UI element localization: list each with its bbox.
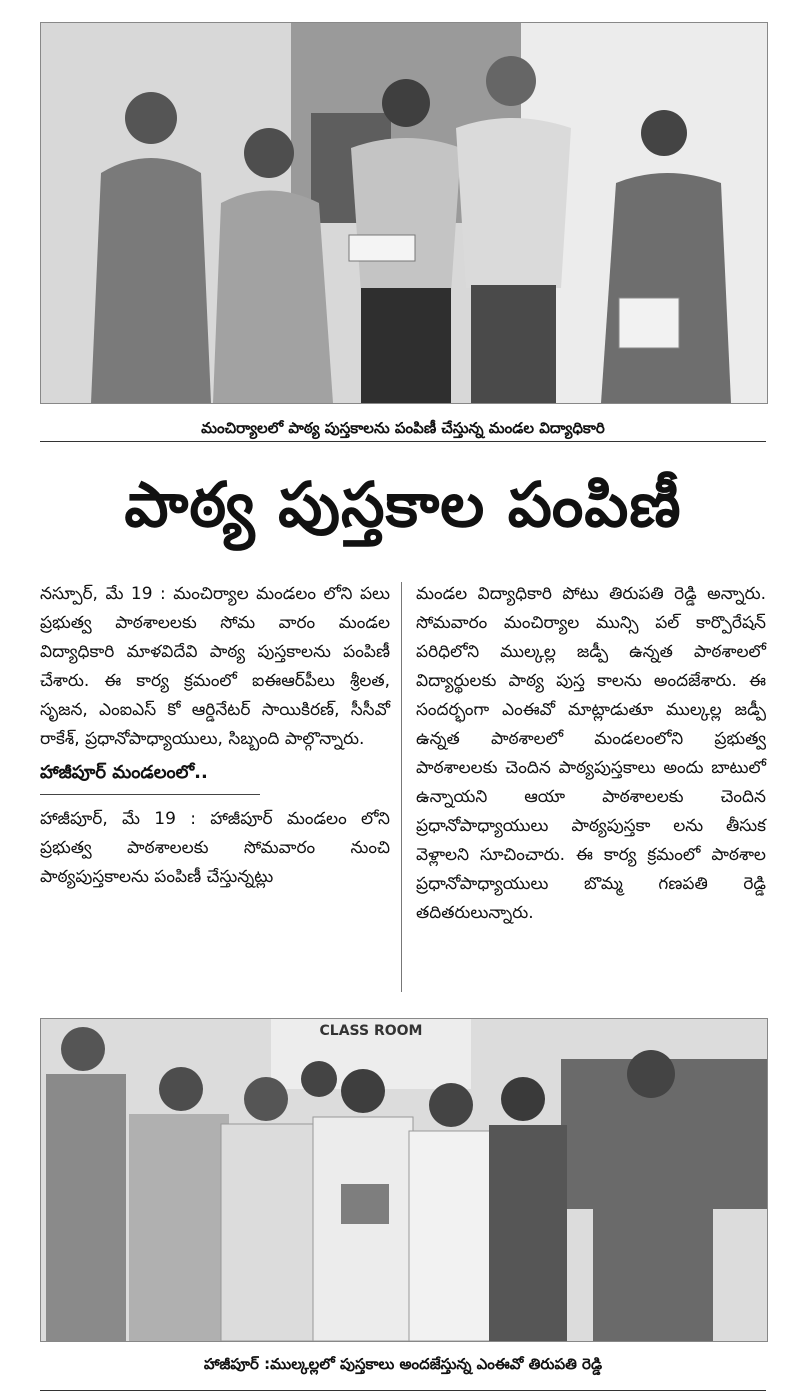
bottom-photo-caption: హాజీపూర్ :ముల్కల్లలో పుస్తకాలు అందజేస్తున్న ఎంఈవో తిరుపతి రెడ్డి xyxy=(203,1355,603,1373)
top-photo-caption: మంచిర్యాలలో పాఠ్య పుస్తకాలను పంపిణీ చేస్తున్న మండల విద్యాధికారి xyxy=(201,419,605,437)
top-news-photo xyxy=(40,22,768,404)
article-column-left xyxy=(40,580,390,892)
article-column-right xyxy=(416,580,766,928)
column-divider xyxy=(401,582,402,992)
top-photo-illustration xyxy=(41,23,767,403)
caption-divider xyxy=(40,441,766,442)
article-paragraph: నస్పూర్, మే 19 : మంచిర్యాల మండలం లోని పలు ప్రభుత్వ పాఠశాలలకు సోమ వారం మండల విద్యాధికారి మాళవిదేవి పాఠ్య పుస్తకాలను పంపిణీ చేశారు. ఈ కార్య క్రమంలో ఐఈఆర్‌పీలు శ్రీలత, సృజన, ఎంఐఎస్ కో ఆర్డినేటర్ సాయికిరణ్, సీసీవో రాకేశ్, ప్రధానోపాధ్యాయులు, సిబ్బంది పాల్గొన్నారు. xyxy=(40,584,390,749)
article-headline: పాఠ్య పుస్తకాల పంపిణీ xyxy=(124,468,682,541)
bottom-news-photo xyxy=(40,1018,768,1342)
bottom-rule xyxy=(40,1390,766,1391)
article-paragraph: మండల విద్యాధికారి పోటు తిరుపతి రెడ్డి అన్నారు. సోమవారం మంచిర్యాల మున్సి పల్ కార్పొరేషన్ పరిధిలోని ముల్కల్ల జడ్పీ ఉన్నత పాఠశాలలో విద్యార్థులకు పాఠ్య పుస్త కాలను అందజేశారు. ఈ సందర్భంగా ఎంఈవో మాట్లాడుతూ ముల్కల్ల జడ్పీ ఉన్నత పాఠశాలలో మండలంలోని ప్రభుత్వ పాఠశాలలకు చెందిన పాఠ్యపుస్తకాలు అందు బాటులో ఉన్నాయని ఆయా పాఠశాలలకు చెందిన ప్రధానోపాధ్యాయులు పాఠ్యపుస్తకా లను తీసుక వెళ్లాలని సూచించారు. ఈ కార్య క్రమంలో పాఠశాల ప్రధానోపాధ్యాయులు బొమ్మ గణపతి రెడ్డి తదితరులున్నారు. xyxy=(416,584,766,923)
article-paragraph: హాజీపూర్, మే 19 : హాజీపూర్ మండలం లోని ప్రభుత్వ పాఠశాలలకు సోమవారం నుంచి పాఠ్యపుస్తకాలను పంపిణీ చేస్తున్నట్లు xyxy=(40,809,390,887)
article-subheading: హాజీపూర్ మండలంలో.. xyxy=(40,758,260,795)
class-room-sign: CLASS ROOM xyxy=(319,1023,423,1039)
bottom-photo-illustration xyxy=(41,1019,767,1341)
